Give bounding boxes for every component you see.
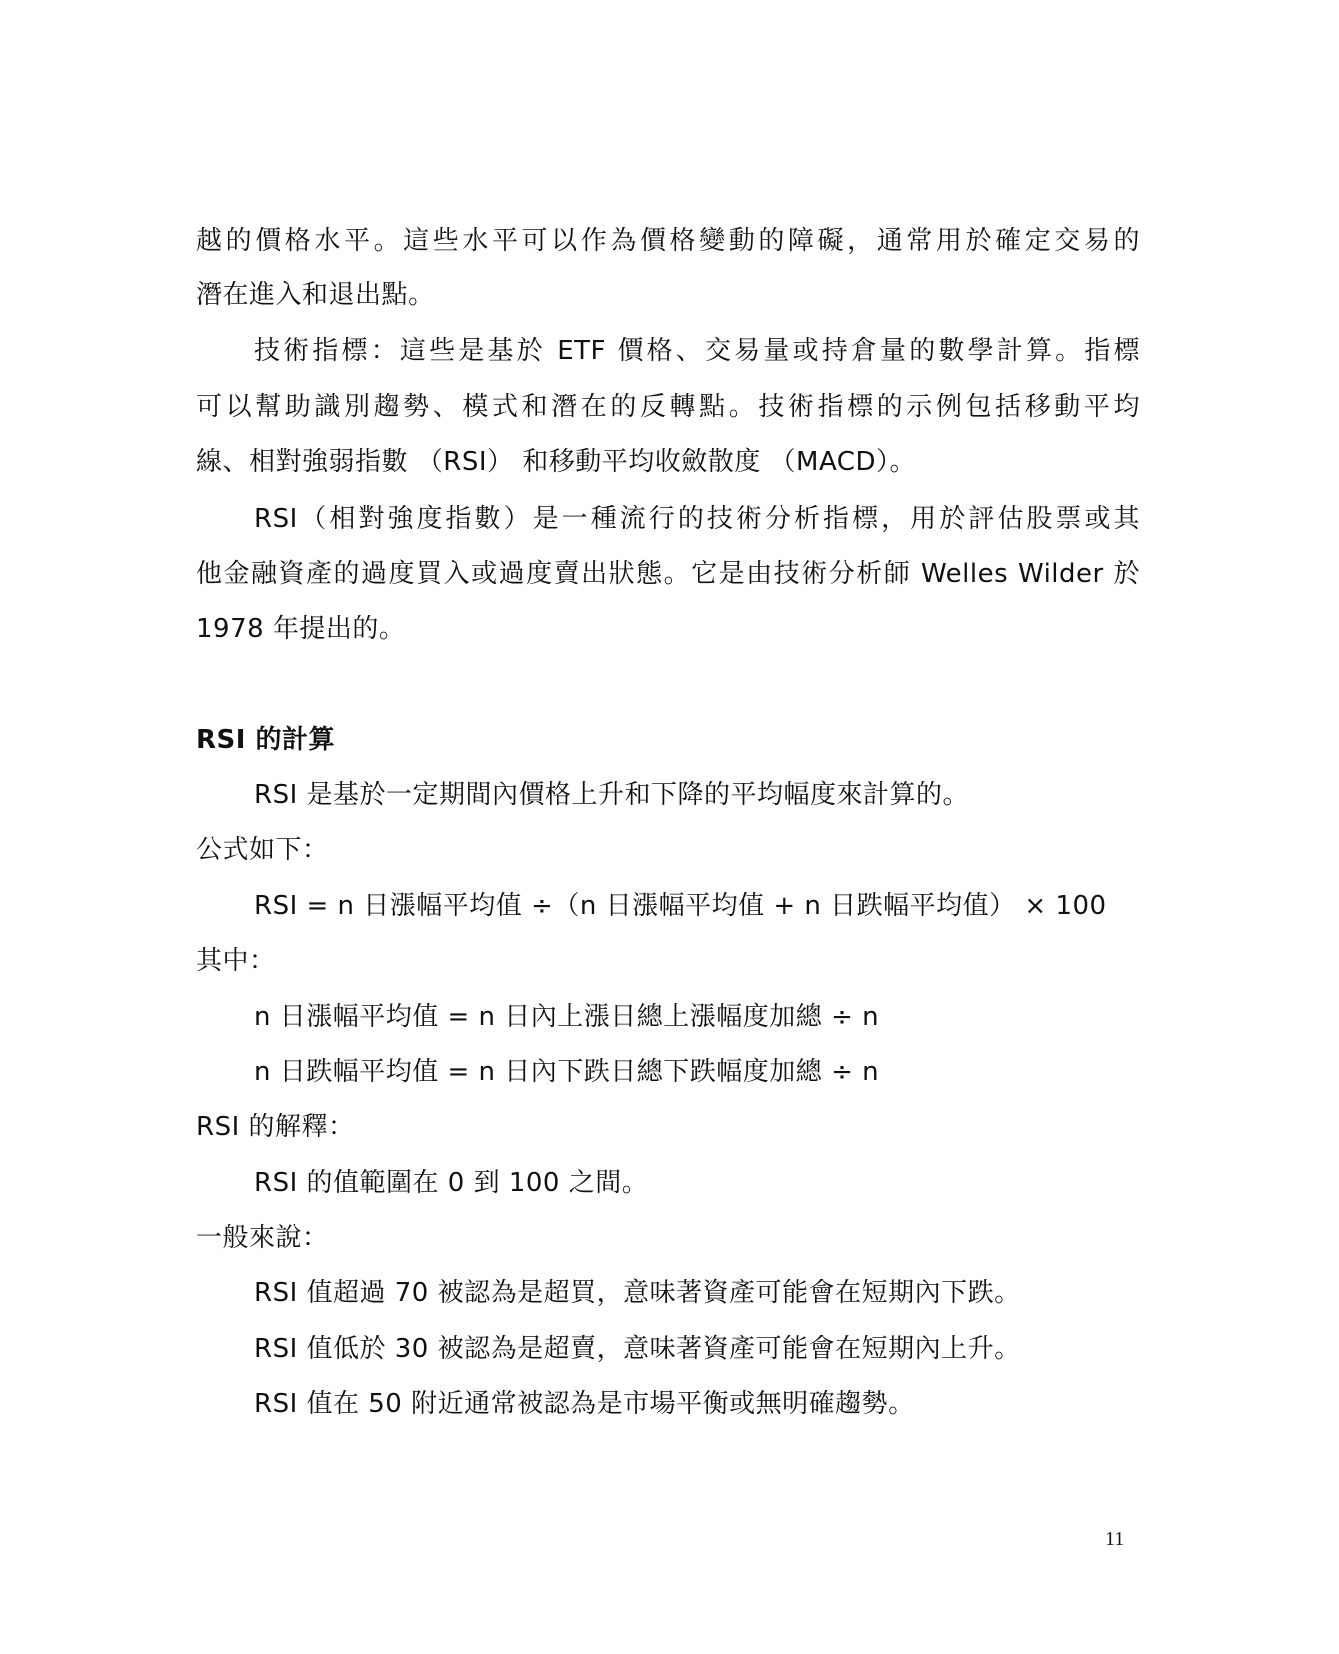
overbought-rule: RSI 值超過 70 被認為是超買，意味著資產可能會在短期內下跌。: [254, 1278, 1021, 1308]
definition-up: n 日漲幅平均值 = n 日內上漲日總上漲幅度加總 ÷ n: [254, 1002, 880, 1032]
page-number: 11: [1105, 1528, 1125, 1550]
definition-down: n 日跌幅平均值 = n 日內下跌日總下跌幅度加總 ÷ n: [254, 1057, 880, 1087]
neutral-rule: RSI 值在 50 附近通常被認為是市場平衡或無明確趨勢。: [254, 1389, 915, 1419]
formula-label: 公式如下：: [196, 835, 329, 865]
section-heading: RSI 的計算: [196, 725, 335, 755]
paragraph-2-line-2: 可以幫助識別趨勢、模式和潛在的反轉點。技術指標的示例包括移動平均: [196, 392, 1140, 422]
where-label: 其中：: [196, 946, 276, 976]
paragraph-3-line-3: 1978 年提出的。: [196, 614, 406, 644]
general-label: 一般來說：: [196, 1223, 329, 1253]
paragraph-3-line-2: 他金融資產的過度買入或過度賣出狀態。它是由技術分析師 Welles Wilder 於: [196, 559, 1140, 589]
paragraph-2-line-1: 技術指標：這些是基於 ETF 價格、交易量或持倉量的數學計算。指標: [254, 336, 1140, 366]
section-intro: RSI 是基於一定期間內價格上升和下降的平均幅度來計算的。: [254, 780, 970, 810]
paragraph-1-line-1: 越的價格水平。這些水平可以作為價格變動的障礙，通常用於確定交易的: [196, 226, 1140, 256]
paragraph-2-line-3: 線、相對強弱指數 （RSI） 和移動平均收斂散度 （MACD）。: [196, 447, 916, 477]
paragraph-1-line-2: 潛在進入和退出點。: [196, 280, 435, 310]
oversold-rule: RSI 值低於 30 被認為是超賣，意味著資產可能會在短期內上升。: [254, 1334, 1021, 1364]
interpretation-label: RSI 的解釋：: [196, 1112, 355, 1142]
paragraph-3-line-1: RSI（相對強度指數）是一種流行的技術分析指標，用於評估股票或其: [254, 504, 1140, 534]
rsi-formula: RSI = n 日漲幅平均值 ÷（n 日漲幅平均值 + n 日跌幅平均值） × 100: [254, 891, 1107, 921]
rsi-range: RSI 的值範圍在 0 到 100 之間。: [254, 1168, 649, 1198]
